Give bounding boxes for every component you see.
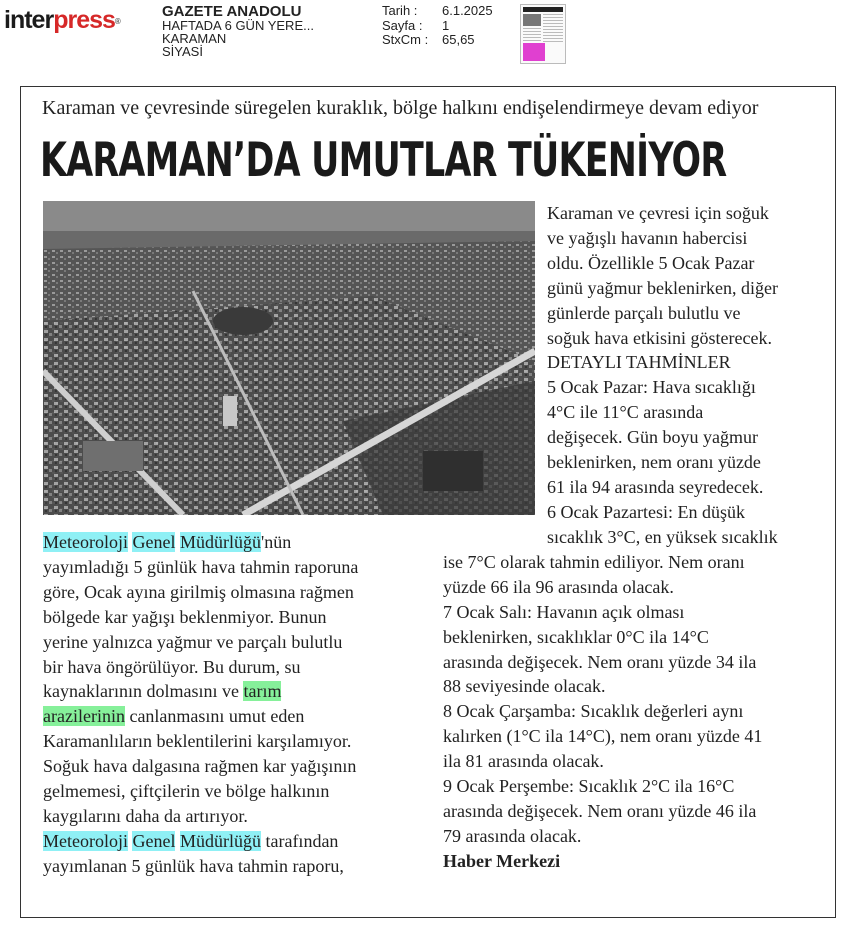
text-line: soğuk hava etkisini gösterecek. (547, 327, 772, 348)
article-column-left (43, 530, 428, 879)
keyword-highlight: Meteoroloji (43, 830, 128, 851)
registered-mark: ® (114, 17, 120, 26)
text-line: ila 81 arasında olacak. (443, 751, 604, 772)
text-fragment: 'nün (260, 532, 292, 552)
text-line (43, 829, 428, 854)
text-line: 9 Ocak Perşembe: Sıcaklık 2°C ila 16°C (443, 776, 735, 797)
text-line: yüzde 66 ila 96 arasında olacak. (443, 576, 674, 597)
text-line (43, 679, 428, 704)
meta-row-page (382, 19, 493, 34)
text-line: ise 7°C olarak tahmin ediliyor. Nem oranı (443, 551, 745, 572)
meta-value: 6.1.2025 (442, 3, 493, 18)
meta-label: StxCm : (382, 32, 429, 47)
text-line (43, 704, 428, 729)
keyword-highlight: Meteoroloji (43, 532, 128, 552)
keyword-highlight: Genel (132, 830, 176, 851)
meta-value: 65,65 (442, 32, 475, 47)
text-line: yayımladığı 5 günlük hava tahmin raporuna (43, 556, 359, 577)
text-line: beklenirken, sıcaklıklar 0°C ila 14°C (443, 626, 709, 647)
logo-part-press: press (53, 6, 115, 34)
keyword-highlight: tarım (243, 681, 282, 702)
text-line: günlerde parçalı bulutlu ve (547, 302, 741, 323)
publication-frequency: HAFTADA 6 GÜN YERE... (162, 18, 314, 33)
text-line (43, 530, 428, 555)
interpress-logo (4, 6, 120, 34)
text-line: 8 Ocak Çarşamba: Sıcaklık değerleri aynı (443, 701, 744, 722)
text-line: Soğuk hava dalgasına rağmen kar yağışının (43, 756, 357, 777)
publication-section: SİYASİ (162, 44, 203, 59)
text-line: 61 ila 94 arasında seyredecek. (547, 476, 764, 497)
clipping-meta (382, 4, 493, 48)
text-line: 79 arasında olacak. (443, 825, 582, 846)
text-line: göre, Ocak ayına girilmiş olmasına rağmen (43, 581, 354, 602)
source-info (162, 4, 314, 58)
text-line: oldu. Özellikle 5 Ocak Pazar (547, 252, 755, 273)
text-line: 6 Ocak Pazartesi: En düşük (547, 501, 745, 522)
text-line: 88 seviyesinde olacak. (443, 676, 606, 697)
text-line: değişecek. Gün boyu yağmur (547, 427, 758, 448)
text-line: bir hava öngörülüyor. Bu durum, su (43, 656, 301, 677)
article-subheadline: Karaman ve çevresinde süregelen kuraklık, bölge halkını endişelendirmeye devam ediyor (42, 97, 759, 119)
meta-label: Sayfa : (382, 17, 423, 33)
byline: Haber Merkezi (443, 850, 561, 871)
thumbnail-image (523, 14, 541, 26)
text-line: yerine yalnızca yağmur ve parçalı bulutlu (43, 631, 343, 652)
publication-name: GAZETE ANADOLU (162, 3, 302, 20)
section-heading: DETAYLI TAHMİNLER (547, 352, 731, 373)
text-line: gelmemesi, çiftçilerin ve bölge halkının (43, 781, 330, 802)
keyword-highlight: Müdürlüğü (179, 532, 261, 552)
publication-city: KARAMAN (162, 31, 227, 46)
text-line: 5 Ocak Pazar: Hava sıcaklığı (547, 377, 756, 398)
meta-label: Tarih : (382, 3, 418, 18)
keyword-highlight: Genel (132, 532, 176, 552)
thumbnail-highlight (523, 43, 545, 61)
meta-row-date (382, 4, 493, 19)
article-column-right-bottom (443, 525, 828, 874)
meta-row-stxcm (382, 33, 493, 48)
text-line: kaygılarını daha da artırıyor. (43, 805, 248, 826)
text-line: bölgede kar yağışı beklenmiyor. Bunun (43, 606, 327, 627)
text-line: sıcaklık 3°C, en yüksek sıcaklık (547, 527, 778, 547)
text-fragment: kaynaklarının dolmasını ve (43, 681, 244, 702)
logo-part-inter: inter (4, 6, 54, 34)
text-line: 7 Ocak Salı: Havanın açık olması (443, 601, 685, 622)
aerial-city-photo (43, 201, 535, 515)
article-column-right-top (547, 201, 837, 525)
page-thumbnail[interactable] (520, 4, 566, 64)
text-line: yayımlanan 5 günlük hava tahmin raporu, (43, 855, 344, 876)
text-line: Karamanlıların beklentilerini karşılamıyor. (43, 731, 352, 752)
text-fragment: canlanmasını umut eden (124, 706, 305, 727)
thumbnail-text (523, 28, 541, 41)
text-line: günü yağmur beklenirken, diğer (547, 277, 778, 298)
text-line: kalırken (1°C ila 14°C), nem oranı yüzde 41 (443, 726, 763, 747)
thumbnail-masthead (523, 7, 563, 12)
article-headline: KARAMAN’DA UMUTLAR TÜKENİYOR (40, 133, 727, 188)
thumbnail-text (543, 14, 563, 42)
text-fragment: tarafından (260, 830, 339, 851)
keyword-highlight: Müdürlüğü (179, 830, 261, 851)
text-line: arasında değişecek. Nem oranı yüzde 34 ila (443, 651, 757, 672)
text-line: arasında değişecek. Nem oranı yüzde 46 ila (443, 800, 757, 821)
text-line: 4°C ile 11°C arasında (547, 402, 704, 423)
text-line: ve yağışlı havanın habercisi (547, 227, 748, 248)
keyword-highlight: arazilerinin (43, 706, 125, 727)
text-line: Karaman ve çevresi için soğuk (547, 203, 769, 223)
text-line: beklenirken, nem oranı yüzde (547, 452, 761, 473)
meta-value: 1 (442, 17, 450, 33)
aerial-city-illustration (43, 201, 535, 515)
